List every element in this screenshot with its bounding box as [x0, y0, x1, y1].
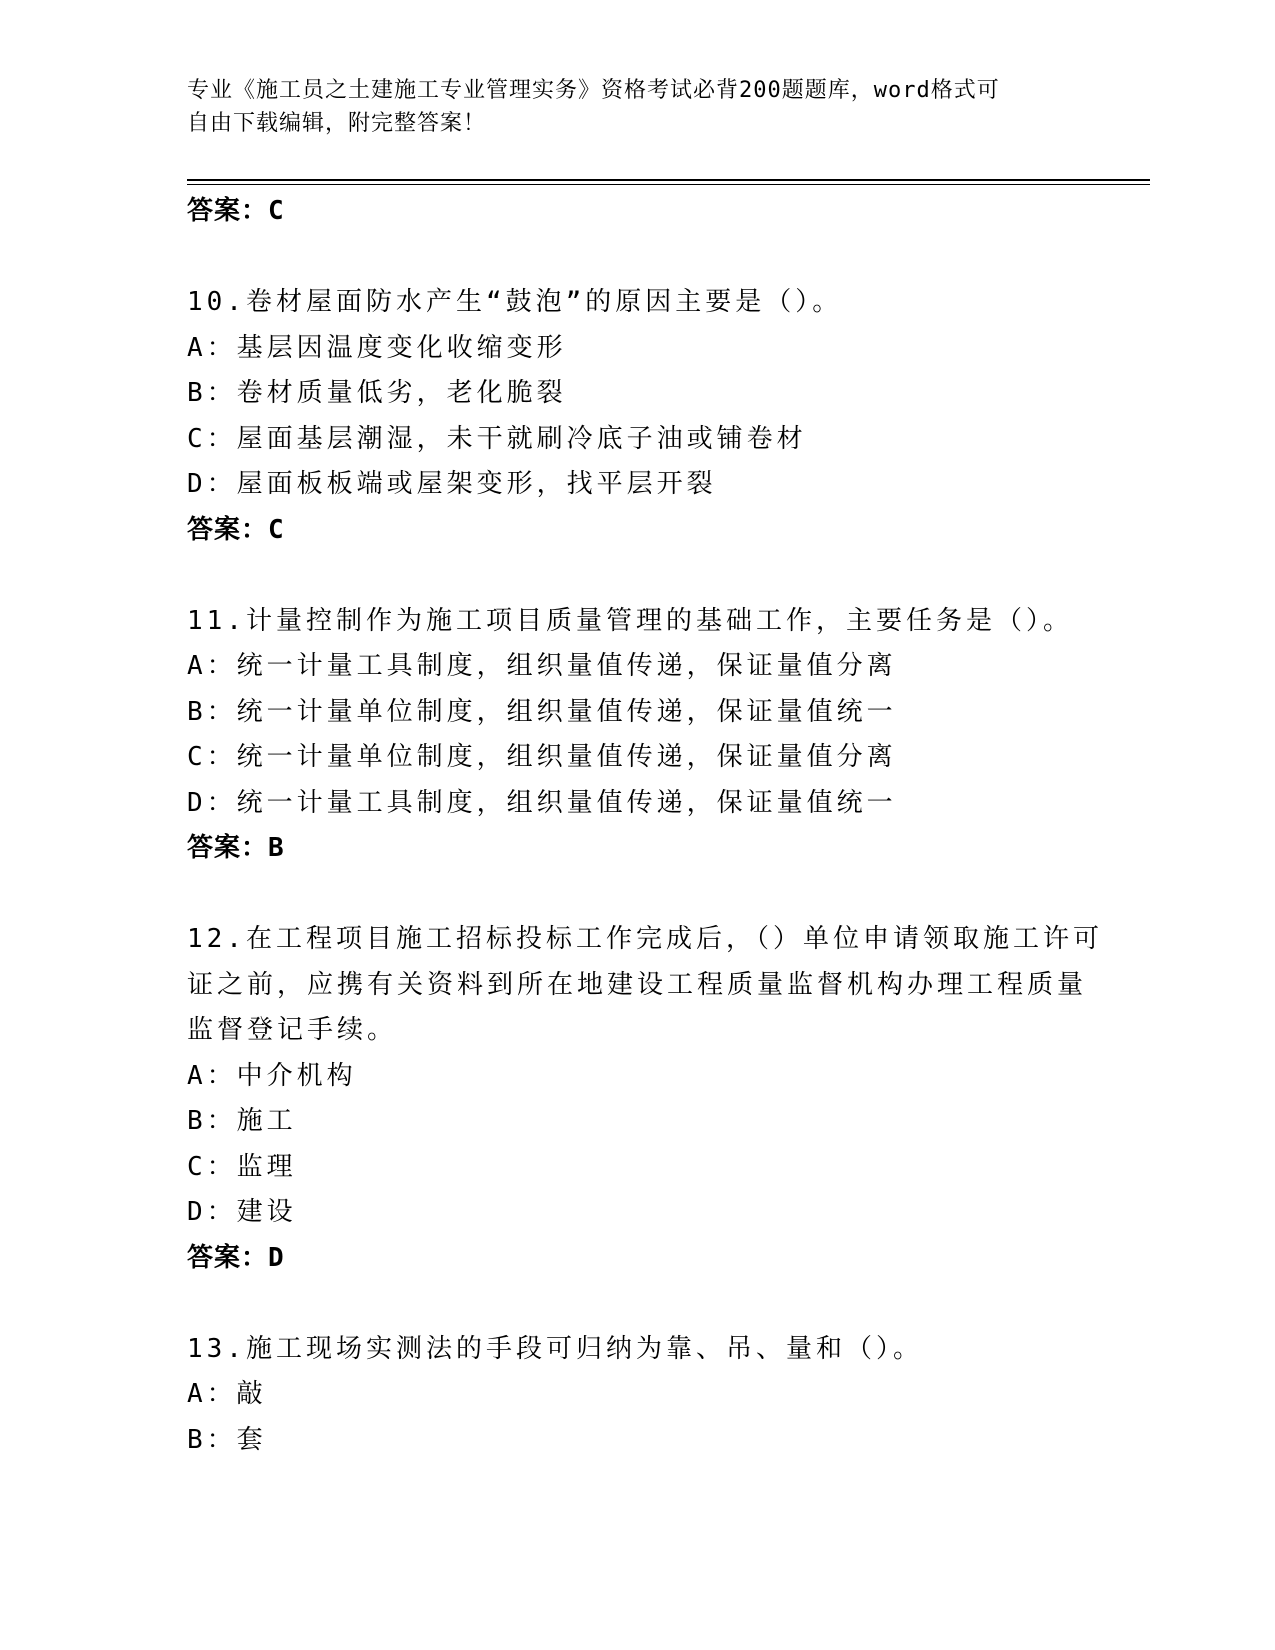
option-a: A：基层因温度变化收缩变形	[187, 332, 567, 363]
header-line-1: 专业《施工员之土建施工专业管理实务》资格考试必背200题题库，word格式可	[187, 78, 1000, 103]
option-b: B：套	[187, 1424, 267, 1455]
option-d: D：统一计量工具制度，组织量值传递，保证量值统一	[187, 787, 897, 818]
option-b: B：卷材质量低劣，老化脆裂	[187, 378, 567, 408]
option-a: A：中介机构	[187, 1060, 357, 1091]
answer-line: 答案：C	[187, 514, 285, 545]
question-text: 10.卷材屋面防水产生“鼓泡”的原因主要是（）。	[187, 287, 843, 317]
answer-line: 答案：B	[187, 833, 285, 863]
answer-line: 答案：D	[187, 1242, 285, 1273]
option-c: C：监理	[187, 1151, 297, 1182]
question-text: 13.施工现场实测法的手段可归纳为靠、吊、量和（）。	[187, 1333, 923, 1364]
header-line-2: 自由下载编辑，附完整答案！	[187, 111, 487, 136]
question-block	[187, 917, 1103, 1281]
spacer	[187, 1281, 1087, 1327]
answer-line: 答案：C	[187, 196, 285, 226]
spacer	[187, 872, 1087, 918]
header-divider-thick	[187, 179, 1150, 181]
spacer	[187, 553, 1087, 599]
option-a: A：统一计量工具制度，组织量值传递，保证量值分离	[187, 651, 897, 681]
question-block	[187, 1327, 1087, 1464]
option-b: B：统一计量单位制度，组织量值传递，保证量值统一	[187, 696, 897, 727]
option-d: D：建设	[187, 1197, 297, 1227]
document-body	[187, 189, 1103, 1463]
spacer	[187, 235, 1087, 281]
question-block	[187, 280, 1087, 553]
option-a: A：敲	[187, 1379, 267, 1409]
question-text: 11.计量控制作为施工项目质量管理的基础工作，主要任务是（）。	[187, 605, 1073, 636]
header-divider-thin	[187, 184, 1150, 185]
option-b: B：施工	[187, 1106, 297, 1136]
option-c: C：统一计量单位制度，组织量值传递，保证量值分离	[187, 742, 897, 772]
question-text: 12.在工程项目施工招标投标工作完成后，（）单位申请领取施工许可	[187, 924, 1103, 954]
option-d: D：屋面板板端或屋架变形，找平层开裂	[187, 469, 717, 499]
question-block	[187, 599, 1087, 872]
question-text: 证之前，应携有关资料到所在地建设工程质量监督机构办理工程质量	[187, 969, 1088, 1000]
document-header	[187, 74, 1067, 140]
option-c: C：屋面基层潮湿，未干就刷冷底子油或铺卷材	[187, 423, 807, 454]
question-text: 监督登记手续。	[187, 1015, 398, 1045]
